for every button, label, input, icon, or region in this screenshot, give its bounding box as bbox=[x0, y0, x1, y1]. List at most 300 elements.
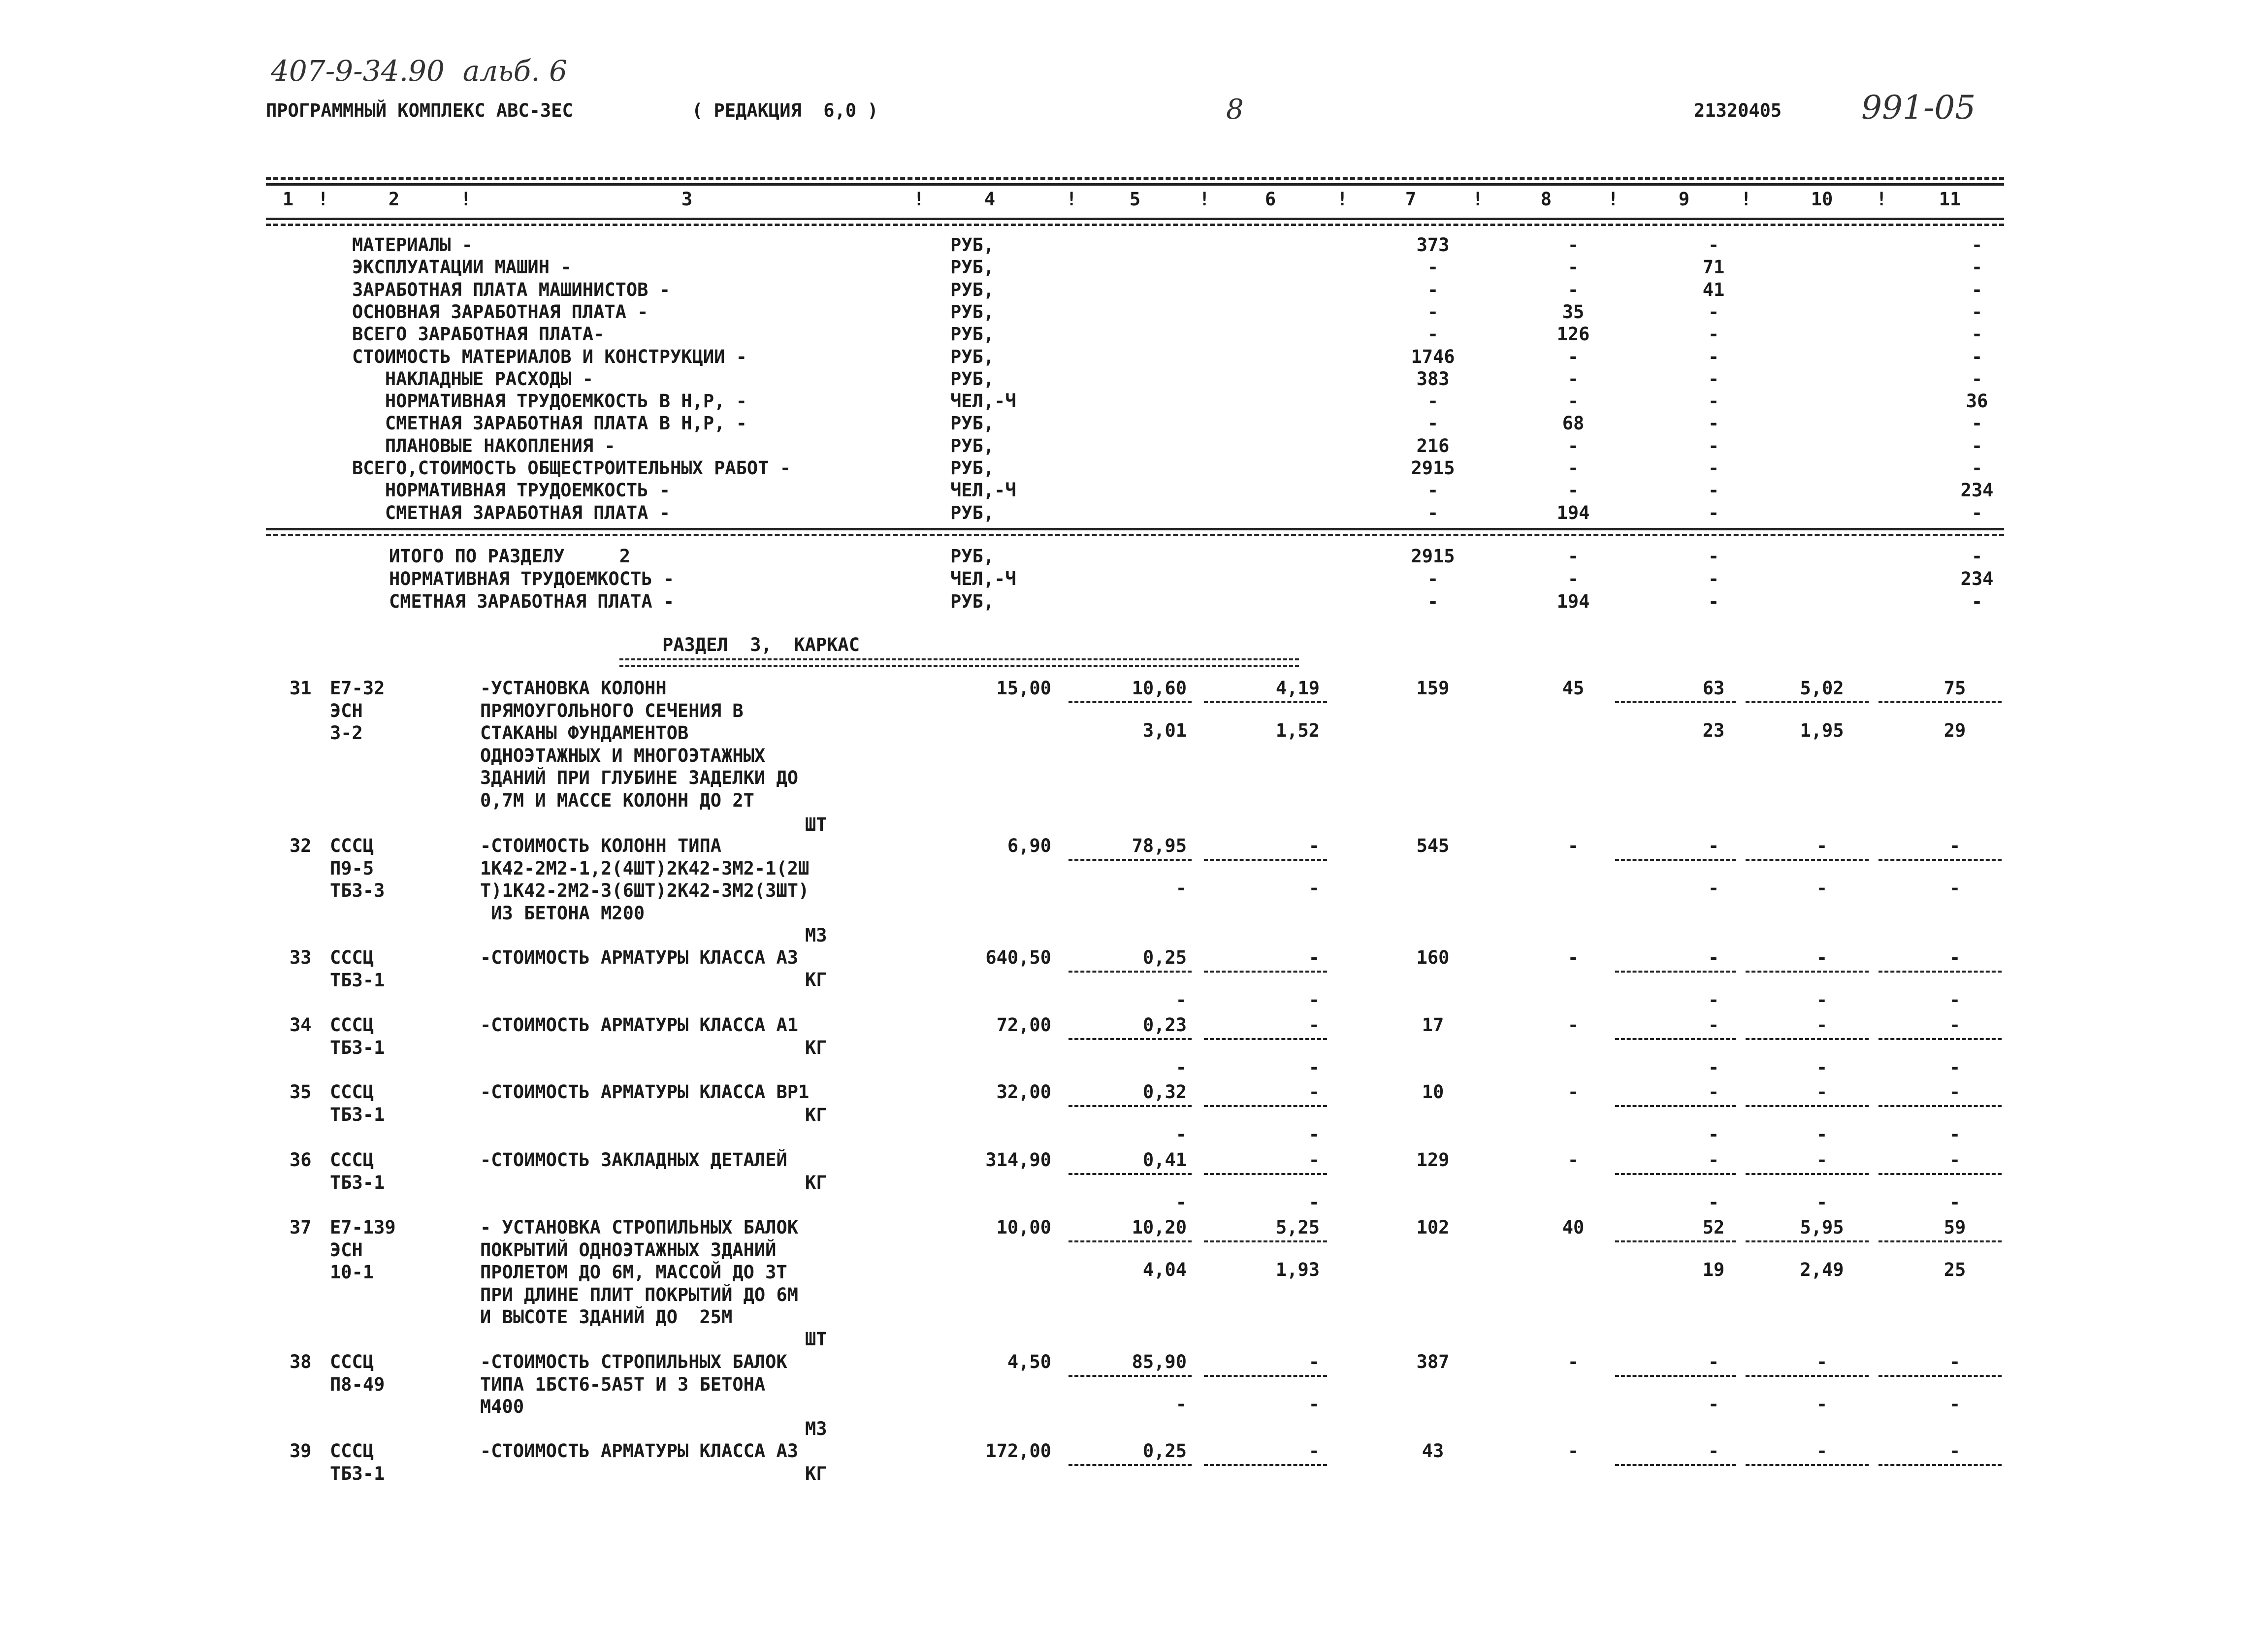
column-number: 7 bbox=[1405, 189, 1417, 210]
summary-rule-2 bbox=[266, 534, 2004, 536]
summary-col9: - bbox=[1708, 435, 1719, 456]
fraction-rule-col11 bbox=[1879, 701, 2002, 703]
item-unit-cost-machines: - bbox=[1175, 1057, 1187, 1078]
item-unit-wage-machinists: - bbox=[1308, 989, 1320, 1010]
totals-col9: - bbox=[1708, 568, 1719, 589]
column-number: 5 bbox=[1129, 189, 1141, 210]
summary-col9: - bbox=[1708, 457, 1719, 479]
summary-col8: 35 bbox=[1562, 301, 1585, 323]
summary-col7: 383 bbox=[1416, 368, 1450, 390]
summary-col8: - bbox=[1567, 279, 1579, 300]
column-separator: ! bbox=[318, 189, 329, 210]
summary-col11: - bbox=[1971, 457, 1983, 479]
item-unit-cost: 78,95 bbox=[1132, 835, 1187, 856]
item-labour-unit: - bbox=[1816, 1081, 1828, 1103]
item-code: П8-49 bbox=[330, 1373, 385, 1395]
item-labour-total: - bbox=[1949, 1081, 1961, 1103]
fraction-rule-col6 bbox=[1204, 859, 1327, 861]
item-machinists-wage: 19 bbox=[1702, 1259, 1725, 1280]
fraction-rule-col9 bbox=[1615, 701, 1736, 703]
summary-label: НАКЛАДНЫЕ РАСХОДЫ - bbox=[352, 368, 594, 390]
summary-col11: - bbox=[1971, 257, 1983, 278]
item-unit-wage: - bbox=[1308, 1440, 1320, 1462]
totals-label: СМЕТНАЯ ЗАРАБОТНАЯ ПЛАТА - bbox=[389, 591, 675, 612]
column-separator: ! bbox=[1337, 189, 1348, 210]
column-number: 2 bbox=[388, 189, 400, 210]
item-wage-total: - bbox=[1567, 1014, 1579, 1036]
item-unit-cost: 0,41 bbox=[1142, 1149, 1187, 1171]
summary-unit: ЧЕЛ,-Ч bbox=[950, 480, 1016, 501]
item-code: ТБ3-1 bbox=[330, 1172, 385, 1193]
fraction-rule-col9 bbox=[1615, 1375, 1736, 1377]
fraction-rule-col10 bbox=[1746, 971, 1869, 973]
summary-col7: 373 bbox=[1416, 234, 1450, 256]
summary-unit: РУБ, bbox=[950, 435, 995, 456]
fraction-rule-col5 bbox=[1069, 859, 1192, 861]
item-labour-total: 75 bbox=[1944, 678, 1966, 699]
summary-col11: - bbox=[1971, 502, 1983, 523]
item-machines: - bbox=[1708, 1351, 1719, 1372]
item-machinists-wage: - bbox=[1708, 1192, 1719, 1213]
item-machines: - bbox=[1708, 1440, 1719, 1462]
item-description: -СТОИМОСТЬ СТРОПИЛЬНЫХ БАЛОК bbox=[480, 1351, 787, 1372]
summary-col7: - bbox=[1427, 301, 1439, 323]
item-labour-total: - bbox=[1949, 947, 1961, 968]
summary-col11: - bbox=[1971, 279, 1983, 300]
column-number: 9 bbox=[1678, 189, 1690, 210]
item-wage-total: - bbox=[1567, 1149, 1579, 1171]
item-code: СССЦ bbox=[330, 1351, 374, 1372]
item-code: СССЦ bbox=[330, 1014, 374, 1036]
item-labour-unit: 5,95 bbox=[1800, 1217, 1844, 1238]
item-unit: ШТ bbox=[805, 814, 827, 835]
item-unit-wage: 4,19 bbox=[1275, 678, 1320, 699]
item-machinist-labour-unit: - bbox=[1816, 878, 1828, 899]
item-unit-wage: - bbox=[1308, 1351, 1320, 1372]
summary-col11: - bbox=[1971, 413, 1983, 434]
totals-col9: - bbox=[1708, 546, 1719, 567]
summary-col7: - bbox=[1427, 480, 1439, 501]
item-machinist-labour-total: - bbox=[1949, 1057, 1961, 1078]
summary-label: ОСНОВНАЯ ЗАРАБОТНАЯ ПЛАТА - bbox=[352, 301, 648, 323]
summary-unit: РУБ, bbox=[950, 457, 995, 479]
summary-col7: - bbox=[1427, 324, 1439, 345]
summary-unit: ЧЕЛ,-Ч bbox=[950, 391, 1016, 412]
summary-col11: - bbox=[1971, 234, 1983, 256]
item-description: ОДНОЭТАЖНЫХ И МНОГОЭТАЖНЫХ bbox=[480, 745, 766, 766]
item-unit: М3 bbox=[805, 1418, 827, 1439]
item-unit-cost: 85,90 bbox=[1132, 1351, 1187, 1372]
fraction-rule-col5 bbox=[1069, 1105, 1192, 1107]
handwritten-code: 991-05 bbox=[1861, 89, 1976, 127]
fraction-rule-col5 bbox=[1069, 1173, 1192, 1175]
summary-col9: 41 bbox=[1702, 279, 1725, 300]
summary-col7: 2915 bbox=[1411, 457, 1455, 479]
item-machinists-wage: - bbox=[1708, 878, 1719, 899]
summary-col9: - bbox=[1708, 346, 1719, 367]
document-number: 21320405 bbox=[1694, 100, 1782, 121]
item-labour-total: - bbox=[1949, 1440, 1961, 1462]
item-machinists-wage: - bbox=[1708, 1057, 1719, 1078]
column-number: 10 bbox=[1811, 189, 1833, 210]
fraction-rule-col10 bbox=[1746, 859, 1869, 861]
totals-col8: 194 bbox=[1556, 591, 1590, 612]
summary-unit: РУБ, bbox=[950, 301, 995, 323]
item-number: 35 bbox=[290, 1081, 312, 1103]
item-total-cost: 17 bbox=[1422, 1014, 1444, 1036]
fraction-rule-col5 bbox=[1069, 1240, 1192, 1242]
fraction-rule-col11 bbox=[1879, 1105, 2002, 1107]
fraction-rule-col5 bbox=[1069, 1038, 1192, 1040]
totals-col9: - bbox=[1708, 591, 1719, 612]
item-unit-wage-machinists: - bbox=[1308, 1057, 1320, 1078]
item-machinist-labour-unit: - bbox=[1816, 1192, 1828, 1213]
item-quantity: 4,50 bbox=[1007, 1351, 1051, 1372]
item-unit-cost: 10,20 bbox=[1132, 1217, 1187, 1238]
item-code: СССЦ bbox=[330, 835, 374, 856]
item-unit-cost-machines: - bbox=[1175, 1192, 1187, 1213]
fraction-rule-col5 bbox=[1069, 1464, 1192, 1466]
fraction-rule-col6 bbox=[1204, 1240, 1327, 1242]
summary-label: ВСЕГО ЗАРАБОТНАЯ ПЛАТА- bbox=[352, 324, 605, 345]
fraction-rule-col9 bbox=[1615, 1173, 1736, 1175]
fraction-rule-col5 bbox=[1069, 1375, 1192, 1377]
fraction-rule-col11 bbox=[1879, 971, 2002, 973]
totals-unit: РУБ, bbox=[950, 591, 995, 612]
item-unit-wage: 5,25 bbox=[1275, 1217, 1320, 1238]
item-quantity: 640,50 bbox=[985, 947, 1051, 968]
item-unit-cost-machines: 4,04 bbox=[1142, 1259, 1187, 1280]
summary-col7: - bbox=[1427, 391, 1439, 412]
item-wage-total: - bbox=[1567, 947, 1579, 968]
item-number: 33 bbox=[290, 947, 312, 968]
summary-col11: 234 bbox=[1960, 480, 1994, 501]
totals-col11: - bbox=[1971, 546, 1983, 567]
item-machinist-labour-total: - bbox=[1949, 878, 1961, 899]
item-code: ТБ3-3 bbox=[330, 880, 385, 901]
fraction-rule-col6 bbox=[1204, 1038, 1327, 1040]
column-number: 8 bbox=[1540, 189, 1552, 210]
item-machinist-labour-total: - bbox=[1949, 989, 1961, 1010]
item-wage-total: - bbox=[1567, 835, 1579, 856]
item-labour-total: - bbox=[1949, 1014, 1961, 1036]
item-unit-wage-machinists: - bbox=[1308, 878, 1320, 899]
header-rule-bottom-2 bbox=[266, 224, 2004, 226]
summary-col11: - bbox=[1971, 324, 1983, 345]
fraction-rule-col11 bbox=[1879, 1038, 2002, 1040]
summary-col8: - bbox=[1567, 391, 1579, 412]
column-number: 11 bbox=[1939, 189, 1961, 210]
item-machines: - bbox=[1708, 1081, 1719, 1103]
item-machinist-labour-unit: - bbox=[1816, 1057, 1828, 1078]
totals-col7: - bbox=[1427, 591, 1439, 612]
item-number: 34 bbox=[290, 1014, 312, 1036]
item-unit-wage: - bbox=[1308, 1149, 1320, 1171]
summary-col7: - bbox=[1427, 413, 1439, 434]
summary-unit: РУБ, bbox=[950, 234, 995, 256]
item-code: ТБ3-1 bbox=[330, 1463, 385, 1484]
section-title: РАЗДЕЛ 3, КАРКАС bbox=[662, 634, 860, 655]
column-number: 6 bbox=[1264, 189, 1276, 210]
totals-col11: 234 bbox=[1960, 568, 1994, 589]
item-code: 10-1 bbox=[330, 1262, 374, 1283]
summary-label: МАТЕРИАЛЫ - bbox=[352, 234, 473, 256]
item-description: -СТОИМОСТЬ АРМАТУРЫ КЛАССА А3 bbox=[480, 1440, 799, 1462]
fraction-rule-col6 bbox=[1204, 1105, 1327, 1107]
item-description: -СТОИМОСТЬ АРМАТУРЫ КЛАССА ВР1 bbox=[480, 1081, 810, 1103]
item-machinist-labour-unit: 1,95 bbox=[1800, 720, 1844, 741]
item-description: СТАКАНЫ ФУНДАМЕНТОВ bbox=[480, 722, 689, 744]
item-machines: 63 bbox=[1702, 678, 1725, 699]
item-code: ЭСН bbox=[330, 700, 363, 721]
item-code: ТБ3-1 bbox=[330, 969, 385, 991]
header-rule-bottom-1 bbox=[266, 218, 2004, 220]
summary-col7: 216 bbox=[1416, 435, 1450, 456]
summary-col8: - bbox=[1567, 480, 1579, 501]
summary-col8: 194 bbox=[1556, 502, 1590, 523]
fraction-rule-col11 bbox=[1879, 1173, 2002, 1175]
item-wage-total: 40 bbox=[1562, 1217, 1585, 1238]
edition-label: ( РЕДАКЦИЯ 6,0 ) bbox=[692, 100, 878, 121]
item-code: Е7-139 bbox=[330, 1217, 396, 1238]
summary-unit: РУБ, bbox=[950, 324, 995, 345]
fraction-rule-col11 bbox=[1879, 859, 2002, 861]
column-separator: ! bbox=[1741, 189, 1752, 210]
item-description: И ВЫСОТЕ ЗДАНИЙ ДО 25М bbox=[480, 1306, 733, 1328]
fraction-rule-col10 bbox=[1746, 1173, 1869, 1175]
fraction-rule-col11 bbox=[1879, 1240, 2002, 1242]
item-description: -СТОИМОСТЬ АРМАТУРЫ КЛАССА А3 bbox=[480, 947, 799, 968]
summary-unit: РУБ, bbox=[950, 257, 995, 278]
item-machinists-wage: - bbox=[1708, 1394, 1719, 1415]
summary-unit: РУБ, bbox=[950, 413, 995, 434]
summary-col7: - bbox=[1427, 279, 1439, 300]
item-unit: ШТ bbox=[805, 1329, 827, 1350]
column-separator: ! bbox=[1608, 189, 1619, 210]
summary-label: СМЕТНАЯ ЗАРАБОТНАЯ ПЛАТА В Н,Р, - bbox=[352, 413, 747, 434]
item-unit-cost: 0,23 bbox=[1142, 1014, 1187, 1036]
item-unit: КГ bbox=[805, 1463, 827, 1484]
summary-col9: - bbox=[1708, 234, 1719, 256]
item-total-cost: 160 bbox=[1416, 947, 1450, 968]
item-description: Т)1К42-2М2-3(6ШТ)2К42-3М2(3ШТ) bbox=[480, 880, 810, 901]
item-wage-total: - bbox=[1567, 1440, 1579, 1462]
item-labour-unit: - bbox=[1816, 1440, 1828, 1462]
item-code: 3-2 bbox=[330, 722, 363, 744]
item-labour-unit: - bbox=[1816, 1014, 1828, 1036]
fraction-rule-col9 bbox=[1615, 1240, 1736, 1242]
item-unit-wage: - bbox=[1308, 1014, 1320, 1036]
item-machinist-labour-total: - bbox=[1949, 1124, 1961, 1145]
item-total-cost: 159 bbox=[1416, 678, 1450, 699]
summary-col11: - bbox=[1971, 435, 1983, 456]
handwritten-ref: 407-9-34.90 альб. 6 bbox=[271, 54, 567, 88]
item-total-cost: 387 bbox=[1416, 1351, 1450, 1372]
fraction-rule-col11 bbox=[1879, 1375, 2002, 1377]
item-unit: М3 bbox=[805, 925, 827, 946]
item-unit-cost: 0,25 bbox=[1142, 947, 1187, 968]
item-labour-unit: - bbox=[1816, 1149, 1828, 1171]
item-description: -УСТАНОВКА КОЛОНН bbox=[480, 678, 667, 699]
item-description: ПРИ ДЛИНЕ ПЛИТ ПОКРЫТИЙ ДО 6М bbox=[480, 1284, 799, 1305]
summary-col9: - bbox=[1708, 413, 1719, 434]
item-code: СССЦ bbox=[330, 1440, 374, 1462]
summary-unit: РУБ, bbox=[950, 502, 995, 523]
item-unit-wage-machinists: - bbox=[1308, 1124, 1320, 1145]
item-description: ЗДАНИЙ ПРИ ГЛУБИНЕ ЗАДЕЛКИ ДО bbox=[480, 767, 799, 788]
item-unit-cost: 0,25 bbox=[1142, 1440, 1187, 1462]
item-unit-wage: - bbox=[1308, 835, 1320, 856]
summary-label: НОРМАТИВНАЯ ТРУДОЕМКОСТЬ - bbox=[352, 480, 671, 501]
item-machinist-labour-unit: - bbox=[1816, 1124, 1828, 1145]
item-wage-total: - bbox=[1567, 1351, 1579, 1372]
item-wage-total: - bbox=[1567, 1081, 1579, 1103]
item-description: -СТОИМОСТЬ АРМАТУРЫ КЛАССА А1 bbox=[480, 1014, 799, 1036]
item-quantity: 172,00 bbox=[985, 1440, 1051, 1462]
item-machinists-wage: - bbox=[1708, 1124, 1719, 1145]
fraction-rule-col5 bbox=[1069, 971, 1192, 973]
item-code: Е7-32 bbox=[330, 678, 385, 699]
summary-col9: - bbox=[1708, 301, 1719, 323]
fraction-rule-col10 bbox=[1746, 1375, 1869, 1377]
summary-rule-1 bbox=[266, 528, 2004, 530]
summary-label: ВСЕГО,СТОИМОСТЬ ОБЩЕСТРОИТЕЛЬНЫХ РАБОТ - bbox=[352, 457, 791, 479]
item-unit-cost: 0,32 bbox=[1142, 1081, 1187, 1103]
fraction-rule-col6 bbox=[1204, 1173, 1327, 1175]
summary-col9: - bbox=[1708, 502, 1719, 523]
fraction-rule-col6 bbox=[1204, 1375, 1327, 1377]
item-labour-unit: - bbox=[1816, 835, 1828, 856]
column-number: 4 bbox=[984, 189, 996, 210]
fraction-rule-col6 bbox=[1204, 1464, 1327, 1466]
summary-col9: - bbox=[1708, 368, 1719, 390]
summary-col8: - bbox=[1567, 457, 1579, 479]
program-title: ПРОГРАММНЫЙ КОМПЛЕКС АВС-3ЕС bbox=[266, 100, 573, 121]
item-description: -СТОИМОСТЬ КОЛОНН ТИПА bbox=[480, 835, 722, 856]
fraction-rule-col11 bbox=[1879, 1464, 2002, 1466]
item-code: ЭСН bbox=[330, 1239, 363, 1261]
summary-col8: - bbox=[1567, 368, 1579, 390]
item-number: 39 bbox=[290, 1440, 312, 1462]
item-quantity: 32,00 bbox=[996, 1081, 1051, 1103]
item-machinist-labour-total: 25 bbox=[1944, 1259, 1966, 1280]
item-labour-unit: 5,02 bbox=[1800, 678, 1844, 699]
item-labour-unit: - bbox=[1816, 1351, 1828, 1372]
totals-col7: 2915 bbox=[1411, 546, 1455, 567]
header-rule-top-2 bbox=[266, 183, 2004, 186]
item-machinist-labour-total: - bbox=[1949, 1394, 1961, 1415]
item-total-cost: 10 bbox=[1422, 1081, 1444, 1103]
fraction-rule-col10 bbox=[1746, 1038, 1869, 1040]
fraction-rule-col5 bbox=[1069, 701, 1192, 703]
item-machinist-labour-unit: - bbox=[1816, 1394, 1828, 1415]
fraction-rule-col9 bbox=[1615, 1105, 1736, 1107]
item-unit-cost: 10,60 bbox=[1132, 678, 1187, 699]
item-quantity: 15,00 bbox=[996, 678, 1051, 699]
summary-col8: 68 bbox=[1562, 413, 1585, 434]
fraction-rule-col6 bbox=[1204, 701, 1327, 703]
item-number: 31 bbox=[290, 678, 312, 699]
item-machinist-labour-unit: - bbox=[1816, 989, 1828, 1010]
summary-col9: 71 bbox=[1702, 257, 1725, 278]
item-description: ИЗ БЕТОНА М200 bbox=[480, 902, 645, 924]
column-separator: ! bbox=[1876, 189, 1887, 210]
item-description: -СТОИМОСТЬ ЗАКЛАДНЫХ ДЕТАЛЕЙ bbox=[480, 1149, 787, 1171]
totals-col7: - bbox=[1427, 568, 1439, 589]
item-code: СССЦ bbox=[330, 1149, 374, 1171]
totals-unit: РУБ, bbox=[950, 546, 995, 567]
item-unit-cost-machines: - bbox=[1175, 1124, 1187, 1145]
item-description: М400 bbox=[480, 1396, 524, 1417]
summary-col7: - bbox=[1427, 502, 1439, 523]
column-separator: ! bbox=[1066, 189, 1077, 210]
item-code: СССЦ bbox=[330, 1081, 374, 1103]
item-labour-unit: - bbox=[1816, 947, 1828, 968]
column-number: 3 bbox=[681, 189, 693, 210]
column-separator: ! bbox=[1199, 189, 1210, 210]
fraction-rule-col6 bbox=[1204, 971, 1327, 973]
summary-col9: - bbox=[1708, 391, 1719, 412]
header-rule-top-1 bbox=[266, 177, 2004, 180]
item-code: П9-5 bbox=[330, 857, 374, 879]
item-number: 38 bbox=[290, 1351, 312, 1372]
fraction-rule-col9 bbox=[1615, 971, 1736, 973]
item-machines: - bbox=[1708, 947, 1719, 968]
item-machinist-labour-unit: 2,49 bbox=[1800, 1259, 1844, 1280]
summary-col8: - bbox=[1567, 234, 1579, 256]
totals-unit: ЧЕЛ,-Ч bbox=[950, 568, 1016, 589]
summary-col11: - bbox=[1971, 368, 1983, 390]
item-unit-cost-machines: - bbox=[1175, 989, 1187, 1010]
summary-col7: 1746 bbox=[1411, 346, 1455, 367]
item-unit: КГ bbox=[805, 969, 827, 990]
summary-col8: - bbox=[1567, 435, 1579, 456]
summary-col8: 126 bbox=[1556, 324, 1590, 345]
handwritten-page-number: 8 bbox=[1226, 94, 1244, 126]
item-labour-total: - bbox=[1949, 1351, 1961, 1372]
summary-col9: - bbox=[1708, 480, 1719, 501]
item-number: 37 bbox=[290, 1217, 312, 1238]
item-unit: КГ bbox=[805, 1105, 827, 1126]
item-machinists-wage: - bbox=[1708, 989, 1719, 1010]
item-unit-wage: - bbox=[1308, 947, 1320, 968]
item-unit-wage-machinists: 1,52 bbox=[1275, 720, 1320, 741]
section-title-underline-1 bbox=[619, 658, 1299, 660]
item-machinist-labour-total: - bbox=[1949, 1192, 1961, 1213]
summary-label: СТОИМОСТЬ МАТЕРИАЛОВ И КОНСТРУКЦИИ - bbox=[352, 346, 747, 367]
item-unit-wage-machinists: - bbox=[1308, 1192, 1320, 1213]
item-unit-cost-machines: - bbox=[1175, 878, 1187, 899]
item-unit: КГ bbox=[805, 1037, 827, 1058]
item-unit-wage: - bbox=[1308, 1081, 1320, 1103]
item-quantity: 6,90 bbox=[1007, 835, 1051, 856]
summary-col8: - bbox=[1567, 257, 1579, 278]
column-separator: ! bbox=[913, 189, 925, 210]
item-total-cost: 43 bbox=[1422, 1440, 1444, 1462]
summary-label: ЗАРАБОТНАЯ ПЛАТА МАШИНИСТОВ - bbox=[352, 279, 671, 300]
item-machines: - bbox=[1708, 835, 1719, 856]
summary-col8: - bbox=[1567, 346, 1579, 367]
totals-col8: - bbox=[1567, 568, 1579, 589]
item-unit-cost-machines: 3,01 bbox=[1142, 720, 1187, 741]
item-total-cost: 102 bbox=[1416, 1217, 1450, 1238]
totals-label: ИТОГО ПО РАЗДЕЛУ 2 bbox=[389, 546, 631, 567]
section-title-underline-2 bbox=[619, 665, 1299, 667]
summary-col7: - bbox=[1427, 257, 1439, 278]
item-quantity: 72,00 bbox=[996, 1014, 1051, 1036]
item-labour-total: - bbox=[1949, 835, 1961, 856]
item-description: - УСТАНОВКА СТРОПИЛЬНЫХ БАЛОК bbox=[480, 1217, 799, 1238]
